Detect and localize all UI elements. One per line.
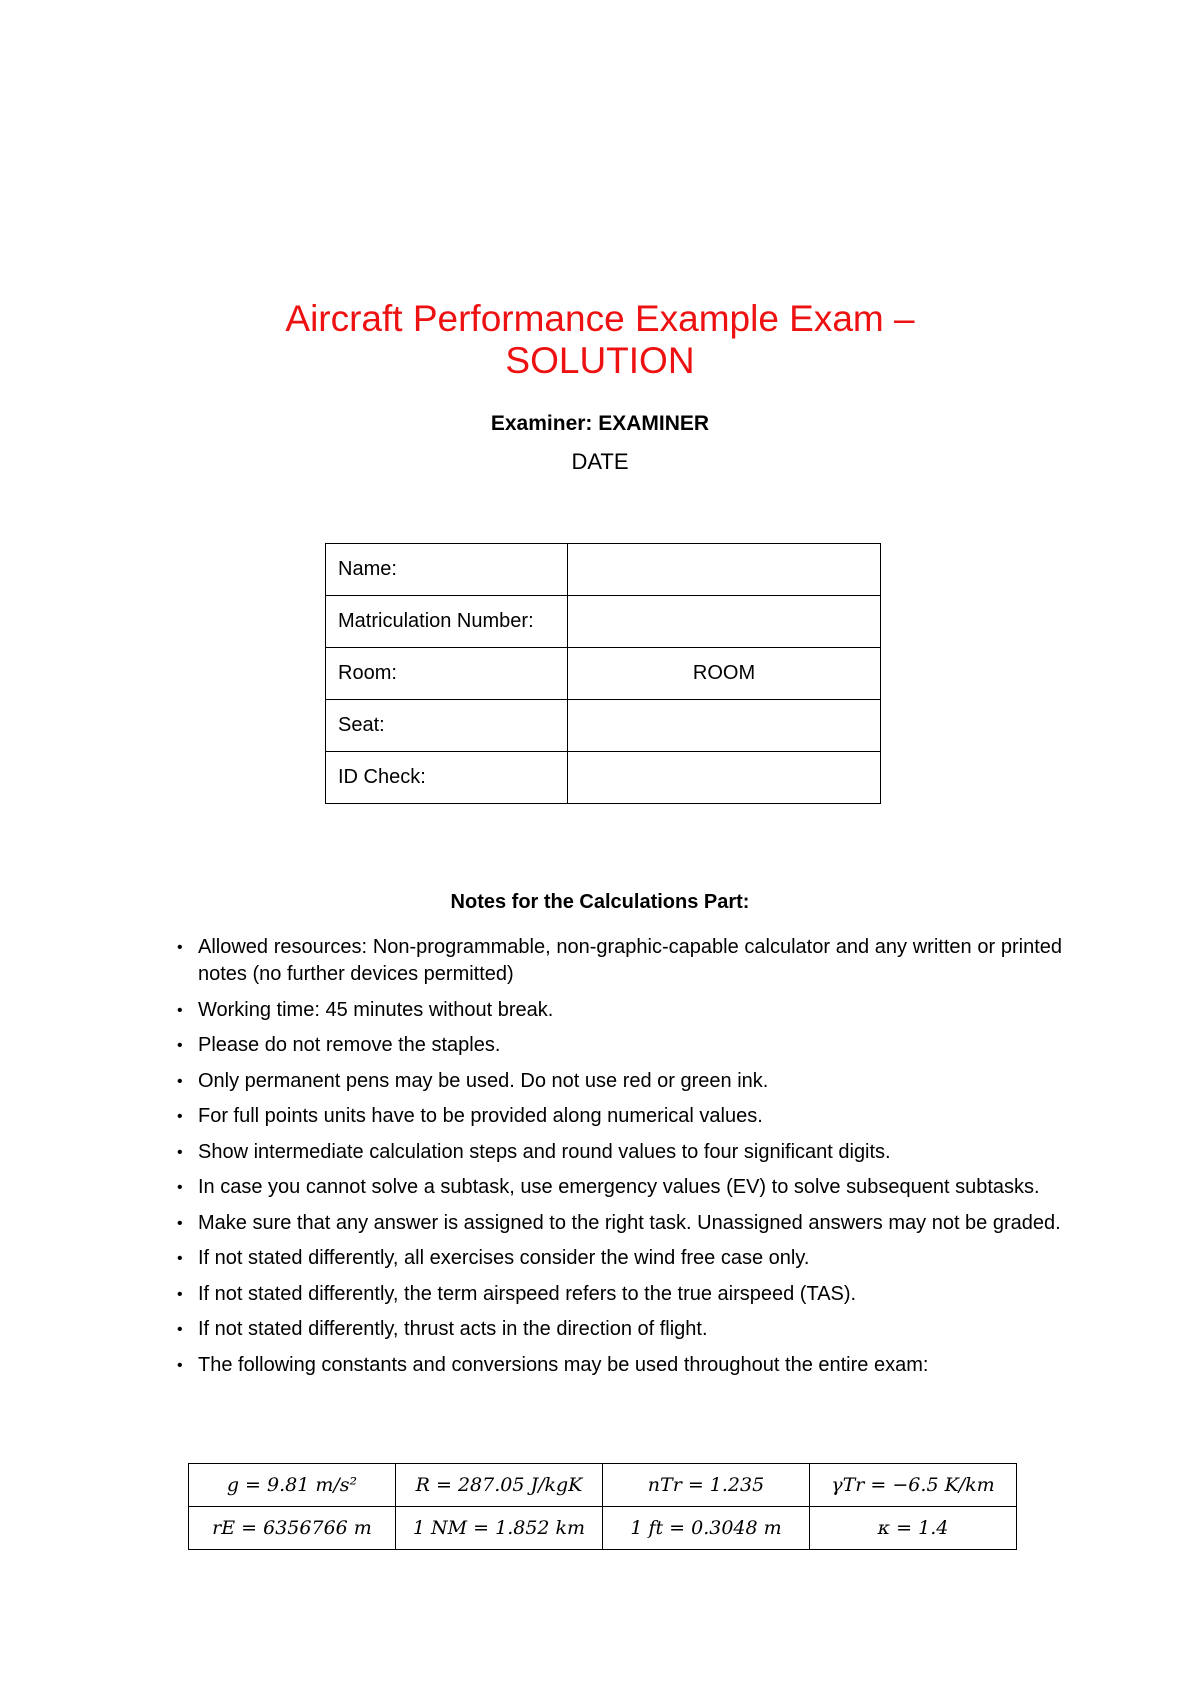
constant-cell: 1 ft = 0.3048 m — [603, 1507, 810, 1550]
bullet-icon: • — [177, 1179, 183, 1196]
constant-cell: κ = 1.4 — [810, 1507, 1017, 1550]
bullet-icon: • — [177, 1072, 183, 1090]
constant-cell: R = 287.05 J/kgK — [396, 1464, 603, 1507]
bullet-icon: • — [177, 1108, 183, 1125]
info-value — [568, 700, 881, 752]
note-item — [170, 1316, 1062, 1343]
note-item — [170, 1174, 1062, 1201]
info-row-id-check — [326, 752, 881, 804]
note-item — [170, 1068, 1062, 1095]
info-value — [568, 752, 881, 804]
info-label: Room: — [326, 648, 568, 700]
constants-row — [189, 1507, 1017, 1550]
note-text: For full points units have to be provided along numerical values. — [198, 1105, 763, 1127]
note-text: If not stated differently, all exercises consider the wind free case only. — [198, 1247, 810, 1269]
notes-list — [170, 934, 1062, 1387]
bullet-icon: • — [177, 1001, 183, 1019]
info-label: Seat: — [326, 700, 568, 752]
notes-title: Notes for the Calculations Part: — [450, 891, 750, 913]
info-value — [568, 596, 881, 648]
info-label: ID Check: — [326, 752, 568, 804]
info-row-room — [326, 648, 881, 700]
note-item — [170, 1281, 1062, 1308]
bullet-icon: • — [177, 939, 183, 956]
exam-title-line1: Aircraft Performance Example Exam – — [285, 298, 915, 339]
bullet-icon: • — [177, 1356, 183, 1374]
constants-row — [189, 1464, 1017, 1507]
note-item — [170, 997, 1062, 1024]
note-text: Working time: 45 minutes without break. — [198, 998, 554, 1021]
constants-table — [188, 1463, 1017, 1550]
bullet-icon: • — [177, 1250, 183, 1267]
note-text: Show intermediate calculation steps and round values to four significant digits. — [198, 1140, 891, 1163]
constant-cell: γTr = −6.5 K/km — [810, 1464, 1017, 1507]
note-item — [170, 1139, 1062, 1166]
bullet-icon: • — [177, 1037, 183, 1054]
note-text: Allowed resources: Non-programmable, non-graphic-capable calculator and any written or printed notes (no further devices permitted) — [198, 936, 1062, 985]
exam-title-line2: SOLUTION — [505, 340, 695, 381]
note-item — [170, 1210, 1062, 1237]
note-item — [170, 1103, 1062, 1130]
constant-cell: rE = 6356766 m — [189, 1507, 396, 1550]
note-text: Make sure that any answer is assigned to the right task. Unassigned answers may not be graded. — [198, 1211, 1061, 1234]
info-row-name — [326, 544, 881, 596]
info-label: Matriculation Number: — [326, 596, 568, 648]
student-info-table — [325, 543, 881, 804]
bullet-icon: • — [177, 1143, 183, 1161]
bullet-icon: • — [177, 1321, 183, 1338]
constant-cell: nTr = 1.235 — [603, 1464, 810, 1507]
bullet-icon: • — [177, 1285, 183, 1303]
bullet-icon: • — [177, 1214, 183, 1232]
note-item — [170, 1245, 1062, 1272]
note-item — [170, 934, 1062, 988]
note-text: The following constants and conversions may be used throughout the entire exam: — [198, 1353, 929, 1376]
info-row-seat — [326, 700, 881, 752]
examiner-line: Examiner: EXAMINER — [490, 412, 710, 435]
note-text: If not stated differently, the term airspeed refers to the true airspeed (TAS). — [198, 1282, 857, 1305]
note-text: Only permanent pens may be used. Do not use red or green ink. — [198, 1069, 769, 1092]
exam-date: DATE — [571, 449, 629, 474]
note-item — [170, 1032, 1062, 1059]
note-text: If not stated differently, thrust acts in the direction of flight. — [198, 1318, 708, 1340]
info-label: Name: — [326, 544, 568, 596]
constant-cell: 1 NM = 1.852 km — [396, 1507, 603, 1550]
info-row-matriculation — [326, 596, 881, 648]
exam-title — [0, 298, 1200, 382]
note-item — [170, 1352, 1062, 1379]
info-value: ROOM — [568, 648, 881, 700]
note-text: In case you cannot solve a subtask, use emergency values (EV) to solve subsequent subtasks. — [198, 1176, 1040, 1198]
note-text: Please do not remove the staples. — [198, 1034, 501, 1056]
info-value — [568, 544, 881, 596]
constant-cell: g = 9.81 m/s² — [189, 1464, 396, 1507]
